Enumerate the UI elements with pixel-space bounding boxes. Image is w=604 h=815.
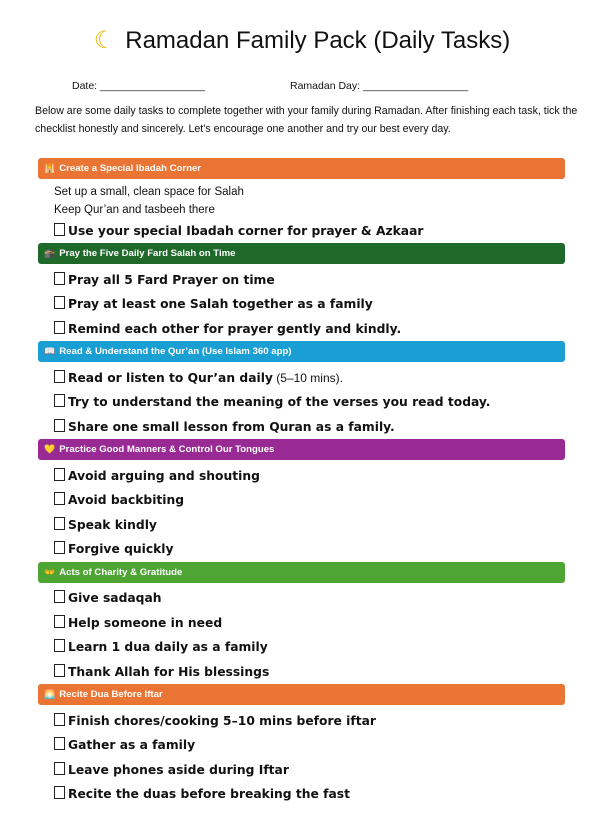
- checklist-item[interactable]: [38, 366, 565, 391]
- checkbox[interactable]: [54, 419, 65, 432]
- section-title: Practice Good Manners & Control Our Tongues: [59, 444, 275, 455]
- checklist-item-label: Share one small lesson from Quran as a family.: [68, 419, 395, 434]
- checkbox[interactable]: [54, 615, 65, 628]
- section-title: Create a Special Ibadah Corner: [59, 163, 202, 174]
- checkbox[interactable]: [54, 737, 65, 750]
- section-title: Acts of Charity & Gratitude: [59, 566, 183, 578]
- heart-icon: 💛: [44, 444, 56, 454]
- checkbox[interactable]: [54, 223, 65, 236]
- checklist-item[interactable]: [38, 537, 565, 562]
- checklist-item-label: Give sadaqah: [68, 591, 162, 605]
- checklist-item[interactable]: [38, 611, 565, 636]
- checklist-item[interactable]: [38, 733, 565, 758]
- checklist-item-label: Remind each other for prayer gently and kindly.: [68, 321, 402, 336]
- checkbox[interactable]: [54, 762, 65, 775]
- raised-hands-icon: 👐: [44, 566, 56, 577]
- checkbox[interactable]: [54, 394, 65, 407]
- checklist-item-label: Forgive quickly: [68, 542, 174, 556]
- checklist-item[interactable]: [38, 415, 565, 440]
- section-header: [38, 243, 565, 264]
- checklist-item[interactable]: [38, 586, 565, 611]
- checkbox[interactable]: [54, 786, 65, 799]
- checklist-item-label: Pray all 5 Fard Prayer on time: [68, 272, 275, 287]
- checkbox[interactable]: [54, 590, 65, 603]
- checklist-item-label: Finish chores/cooking 5–10 mins before iftar: [68, 713, 376, 728]
- checkbox[interactable]: [54, 492, 65, 505]
- checklist-item-label: Gather as a family: [68, 738, 196, 752]
- checkbox[interactable]: [54, 541, 65, 554]
- checklist-item[interactable]: [38, 268, 565, 293]
- checklist-item[interactable]: [38, 513, 565, 538]
- section-header: [38, 562, 565, 583]
- checklist-item-label: Pray at least one Salah together as a family: [68, 297, 373, 311]
- checklist-item[interactable]: [38, 390, 565, 415]
- checklist-item[interactable]: [38, 660, 565, 685]
- checkbox[interactable]: [54, 370, 65, 383]
- checklist-item-label: Thank Allah for His blessings: [68, 664, 270, 679]
- checkbox[interactable]: [54, 296, 65, 309]
- page-title: ☾ Ramadan Family Pack (Daily Tasks): [93, 27, 511, 54]
- book-icon: 📖: [44, 346, 56, 356]
- checklist-item-label: Read or listen to Qur’an daily: [68, 370, 273, 385]
- checkbox[interactable]: [54, 517, 65, 530]
- crescent-moon-icon: ☾: [93, 27, 116, 54]
- section-title: Pray the Five Daily Fard Salah on Time: [59, 248, 236, 259]
- section-title: Read & Understand the Qur’an (Use Islam 360 app): [59, 346, 292, 357]
- checklist-item[interactable]: [38, 758, 565, 783]
- section-note: Set up a small, clean space for Salah: [54, 185, 244, 198]
- checkbox[interactable]: [54, 468, 65, 481]
- kaaba-icon: 🕋: [44, 248, 56, 258]
- checklist-item-label: Avoid backbiting: [68, 493, 185, 507]
- section-header: [38, 439, 565, 460]
- mosque-icon: 🕌: [44, 163, 56, 173]
- date-line: [72, 80, 468, 92]
- checklist-item[interactable]: [38, 635, 565, 660]
- checklist-item[interactable]: [38, 292, 565, 317]
- checklist-item[interactable]: [38, 464, 565, 489]
- checklist-item-label: Speak kindly: [68, 517, 157, 532]
- checklist-item-label: Try to understand the meaning of the verses you read today.: [68, 395, 491, 409]
- section-header: [38, 684, 565, 705]
- checkbox[interactable]: [54, 321, 65, 334]
- section-header: [38, 341, 565, 362]
- checklist-item-label: Leave phones aside during Iftar: [68, 762, 289, 777]
- checklist-item-label: Recite the duas before breaking the fast: [68, 787, 350, 801]
- section-title: Recite Dua Before Iftar: [59, 689, 163, 700]
- checklist-item[interactable]: [38, 317, 565, 342]
- checklist-item-label: Learn 1 dua daily as a family: [68, 640, 268, 654]
- checklist-item-label: Help someone in need: [68, 615, 223, 630]
- checkbox[interactable]: [54, 639, 65, 652]
- checklist-item[interactable]: [38, 488, 565, 513]
- sunset-icon: 🌅: [44, 689, 56, 699]
- date-field: Date: __________________: [72, 80, 206, 92]
- intro-paragraph: Below are some daily tasks to complete together with your family during Ramadan. After finishing each task, tick the checklist honestly and sincerely. Let’s encourage one another and try our best every day.: [35, 105, 578, 135]
- checklist-item-label: Avoid arguing and shouting: [68, 468, 260, 483]
- section-note: Keep Qur’an and tasbeeh there: [54, 203, 215, 216]
- checkbox[interactable]: [54, 713, 65, 726]
- item-duration: (5–10 mins).: [272, 370, 343, 385]
- checklist-item[interactable]: [38, 782, 565, 807]
- ramadan-day-field: Ramadan Day: __________________: [290, 80, 469, 92]
- checkbox[interactable]: [54, 272, 65, 285]
- task-sections: [38, 158, 565, 807]
- checklist-item-label: Use your special Ibadah corner for prayer & Azkaar: [68, 223, 424, 238]
- checklist-item[interactable]: [38, 709, 565, 734]
- checklist-item[interactable]: [38, 219, 565, 244]
- checkbox[interactable]: [54, 664, 65, 677]
- section-header: [38, 158, 565, 179]
